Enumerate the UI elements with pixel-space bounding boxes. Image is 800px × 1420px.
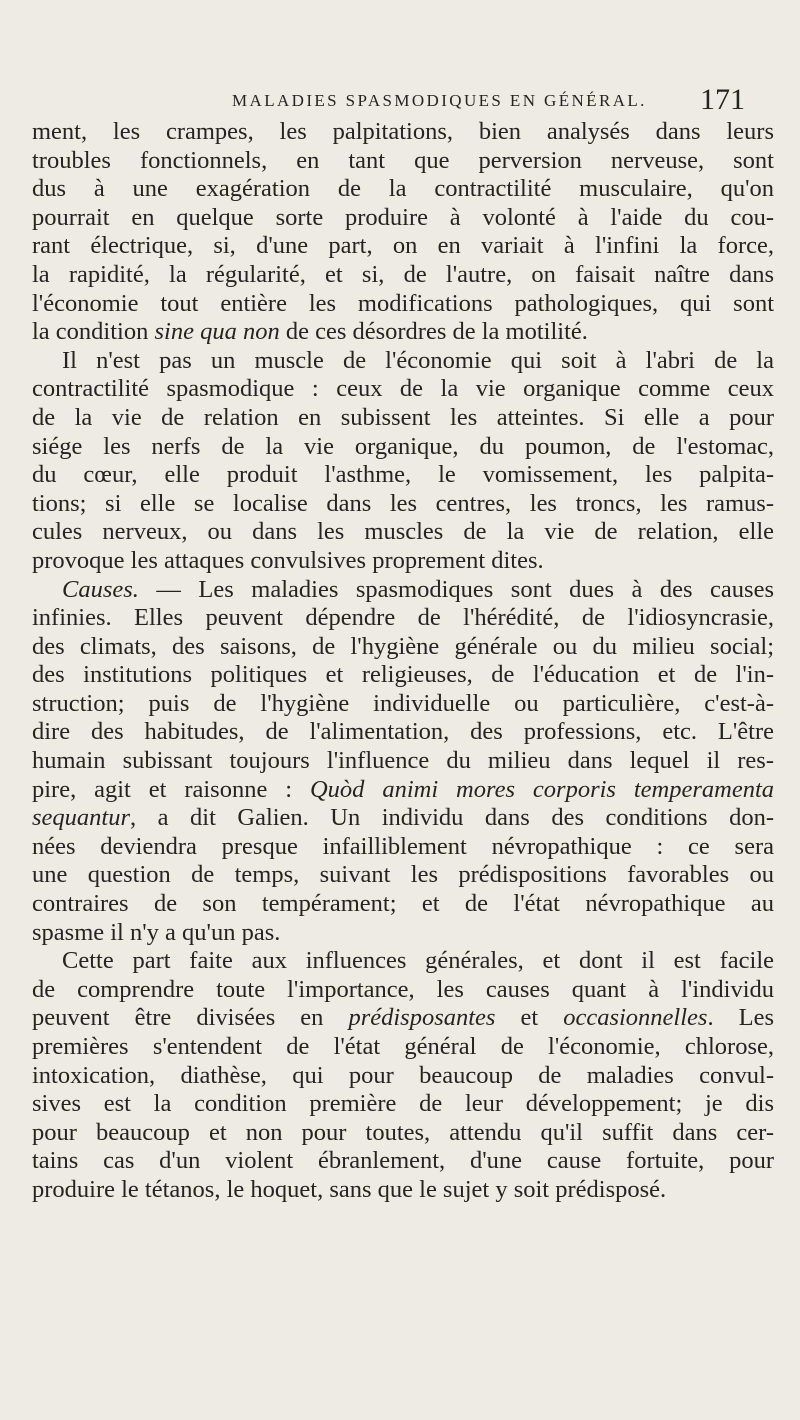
text-line [32,1033,774,1062]
text-segment: infinies. Elles peuvent dépendre de l'hérédité, de l'idiosyncrasie, [32,604,774,632]
text-segment: des climats, des saisons, de l'hygiène générale ou du milieu social; [32,632,774,660]
text-line [32,347,774,376]
text-segment: peuvent être divisées en [32,1004,349,1032]
italic-phrase: prédisposantes [348,1004,496,1032]
text-segment: pire, agit et raisonne : [32,775,310,803]
text-segment: cules nerveux, ou dans les muscles de la vie de relation, elle [32,518,774,546]
text-segment: humain subissant toujours l'influence du milieu dans lequel il res- [32,747,774,775]
text-line [32,433,774,462]
text-line [32,1176,774,1205]
text-segment: du cœur, elle produit l'asthme, le vomissement, les palpita- [32,461,774,489]
text-segment: tains cas d'un violent ébranlement, d'une cause fortuite, pour [32,1147,774,1175]
text-line [32,147,774,176]
text-line [32,547,774,576]
text-line [32,318,774,347]
text-line [32,204,774,233]
text-line [32,404,774,433]
text-line [32,1147,774,1176]
text-segment: de la vie de relation en subissent les atteintes. Si elle a pour [32,403,774,431]
text-line [32,804,774,833]
text-line [32,976,774,1005]
text-segment: des institutions politiques et religieuses, de l'éducation et de l'in- [32,661,774,689]
text-line [32,747,774,776]
body-text [32,118,774,1205]
text-segment: la rapidité, la régularité, et si, de l'autre, on faisait naître dans [32,260,774,288]
text-line [32,1062,774,1091]
text-segment: ment, les crampes, les palpitations, bien analysés dans leurs [32,118,774,145]
text-segment: de ces désordres de la motilité. [279,318,588,346]
text-segment: — Les maladies spasmodiques sont dues à des causes [138,575,774,603]
text-segment: premières s'entendent de l'état général de l'économie, chlorose, [32,1033,774,1060]
text-segment: , a dit Galien. Un individu dans des conditions don- [130,804,774,832]
text-line [32,661,774,690]
text-line [32,118,774,147]
text-line [32,261,774,290]
text-segment: . Les [707,1004,774,1032]
text-segment: tions; si elle se localise dans les centres, les troncs, les ramus- [32,489,774,517]
text-line [32,232,774,261]
running-head [0,83,800,116]
text-segment: de comprendre toute l'importance, les causes quant à l'individu [32,975,774,1003]
text-segment: intoxication, diathèse, qui pour beaucoup de maladies convul- [32,1061,774,1089]
text-segment: contraires de son tempérament; et de l'état névropathique au [32,890,774,918]
text-line [32,1119,774,1148]
text-segment: une question de temps, suivant les prédispositions favorables ou [32,861,774,889]
text-segment: sives est la condition première de leur développement; je dis [32,1090,774,1118]
text-line [32,833,774,862]
page-number: 171 [700,83,745,116]
text-segment: struction; puis de l'hygiène individuelle ou particulière, c'est-à- [32,689,774,717]
text-segment: nées deviendra presque infailliblement névropathique : ce sera [32,832,774,860]
text-segment: et [495,1004,564,1032]
text-line [32,1004,774,1033]
text-line [32,290,774,319]
italic-phrase: sine qua non [154,318,280,346]
text-line [32,890,774,919]
text-line [32,633,774,662]
text-line [32,461,774,490]
text-segment: spasme il n'y a qu'un pas. [32,918,281,946]
text-line [32,718,774,747]
text-line [32,861,774,890]
text-line [32,576,774,605]
text-segment: produire le tétanos, le hoquet, sans que le sujet y soit prédisposé. [32,1175,667,1203]
text-line [32,690,774,719]
text-segment: provoque les attaques convulsives proprement dites. [32,546,544,574]
text-segment: rant électrique, si, d'une part, on en variait à l'infini la force, [32,232,774,260]
text-line [32,776,774,805]
text-segment: Cette part faite aux influences générales, et dont il est facile [62,947,774,975]
text-segment: dus à une exagération de la contractilité musculaire, qu'on [32,175,774,203]
text-segment: troubles fonctionnels, en tant que perversion nerveuse, sont [32,146,774,174]
text-line [32,604,774,633]
text-line [32,919,774,948]
text-segment: contractilité spasmodique : ceux de la vie organique comme ceux [32,375,774,403]
text-segment: l'économie tout entière les modifications pathologiques, qui sont [32,289,774,317]
text-segment: siége les nerfs de la vie organique, du poumon, de l'estomac, [32,432,774,460]
text-segment: pour beaucoup et non pour toutes, attendu qu'il suffit dans cer- [32,1118,774,1146]
text-line [32,490,774,519]
italic-phrase: Causes. [62,575,139,603]
text-segment: dire des habitudes, de l'alimentation, des professions, etc. L'être [32,718,774,746]
text-line [32,518,774,547]
italic-phrase: occasionnelles [563,1004,708,1032]
italic-phrase: Quòd animi mores corporis temperamenta [309,775,774,803]
text-segment: la condition [32,318,155,346]
text-segment: Il n'est pas un muscle de l'économie qui soit à l'abri de la [62,346,774,374]
text-line [32,375,774,404]
text-segment: pourrait en quelque sorte produire à volonté à l'aide du cou- [32,203,774,231]
italic-phrase: sequantur [32,804,130,832]
text-line [32,175,774,204]
running-title: MALADIES SPASMODIQUES EN GÉNÉRAL. [232,91,647,110]
text-line [32,947,774,976]
text-line [32,1090,774,1119]
